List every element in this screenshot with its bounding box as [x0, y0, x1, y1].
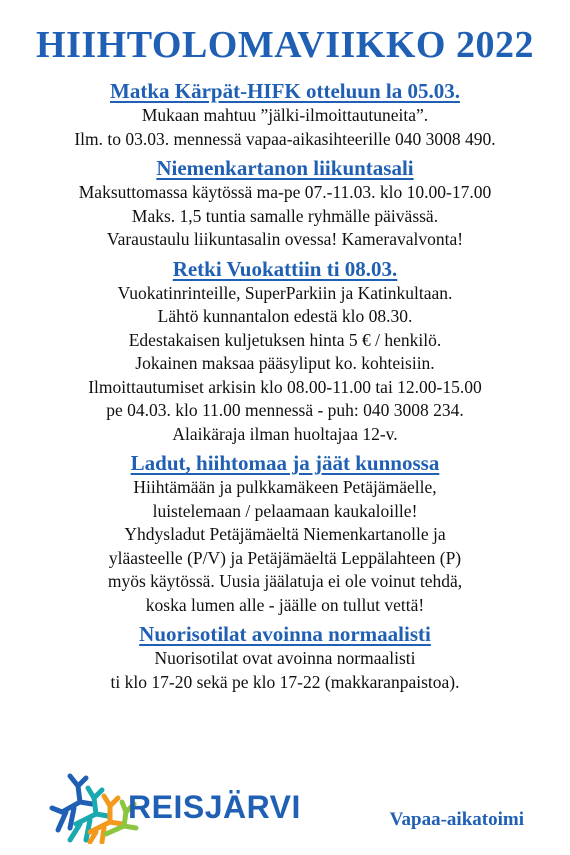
- section-heading: Niemenkartanon liikuntasali: [156, 156, 414, 180]
- section-line: Jokainen maksaa pääsyliput ko. kohteisiin.: [135, 353, 435, 373]
- section-youth-spaces: [0, 621, 570, 694]
- section-line: Nuorisotilat ovat avoinna normaalisti: [154, 648, 416, 668]
- section-line: Hiihtämään ja pulkkamäkeen Petäjämäelle,: [133, 477, 437, 497]
- section-heading: Matka Kärpät-HIFK otteluun la 05.03.: [110, 79, 460, 103]
- section-line: koska lumen alle - jäälle on tullut vettä!: [145, 594, 425, 615]
- section-line: Ilmoittautumiset arkisin klo 08.00-11.00 tai 12.00-15.00: [88, 376, 482, 397]
- section-heading: Ladut, hiihtomaa ja jäät kunnossa: [130, 451, 440, 475]
- section-ski-trails: [0, 450, 570, 617]
- section-line: ti klo 17-20 sekä pe klo 17-22 (makkaranpaistoa).: [110, 671, 460, 692]
- section-line: luistelemaan / pelaamaan kaukaloille!: [152, 500, 418, 521]
- section-line: Maksuttomassa käytössä ma-pe 07.-11.03. klo 10.00-17.00: [78, 182, 492, 202]
- section-heading: Retki Vuokattiin ti 08.03.: [172, 256, 398, 281]
- section-line: Mukaan mahtuu ”jälki-ilmoittautuneita”.: [141, 105, 429, 125]
- section-line: Alaikäraja ilman huoltajaa 12-v.: [172, 423, 398, 444]
- section-line: Ilm. to 03.03. mennessä vapaa-aikasihteerille 040 3008 490.: [74, 128, 496, 149]
- page-title: HIIHTOLOMAVIIKKO 2022: [36, 24, 534, 66]
- section-line: Vuokatinrinteille, SuperParkiin ja Katinkultaan.: [117, 282, 453, 303]
- section-line: Varaustaulu liikuntasalin ovessa! Kameravalvonta!: [106, 229, 464, 249]
- section-heading: Nuorisotilat avoinna normaalisti: [139, 622, 431, 646]
- section-line: yläasteelle (P/V) ja Petäjämäeltä Leppälahteen (P): [108, 547, 462, 568]
- section-line: myös käytössä. Uusia jäälatuja ei ole voinut tehdä,: [107, 571, 463, 591]
- reindeer-logo-icon: [40, 772, 140, 844]
- section-line: Maks. 1,5 tuntia samalle ryhmälle päivässä.: [131, 205, 439, 226]
- section-line: pe 04.03. klo 11.00 mennessä - puh: 040 3008 234.: [106, 400, 464, 420]
- sections: [0, 78, 570, 698]
- section-karpat-match: [0, 78, 570, 151]
- section-line: Lähtö kunnantalon edestä klo 08.30.: [157, 306, 413, 326]
- section-vuokatti-trip: [0, 256, 570, 447]
- brand-name: REISJÄRVI: [128, 789, 301, 825]
- section-line: Yhdysladut Petäjämäeltä Niemenkartanolle ja: [124, 524, 446, 544]
- section-line: Edestakaisen kuljetuksen hinta 5 € / henkilö.: [128, 329, 442, 350]
- footer: [0, 772, 570, 852]
- section-sports-hall: [0, 155, 570, 252]
- department-name: Vapaa-aikatoimi: [389, 809, 524, 830]
